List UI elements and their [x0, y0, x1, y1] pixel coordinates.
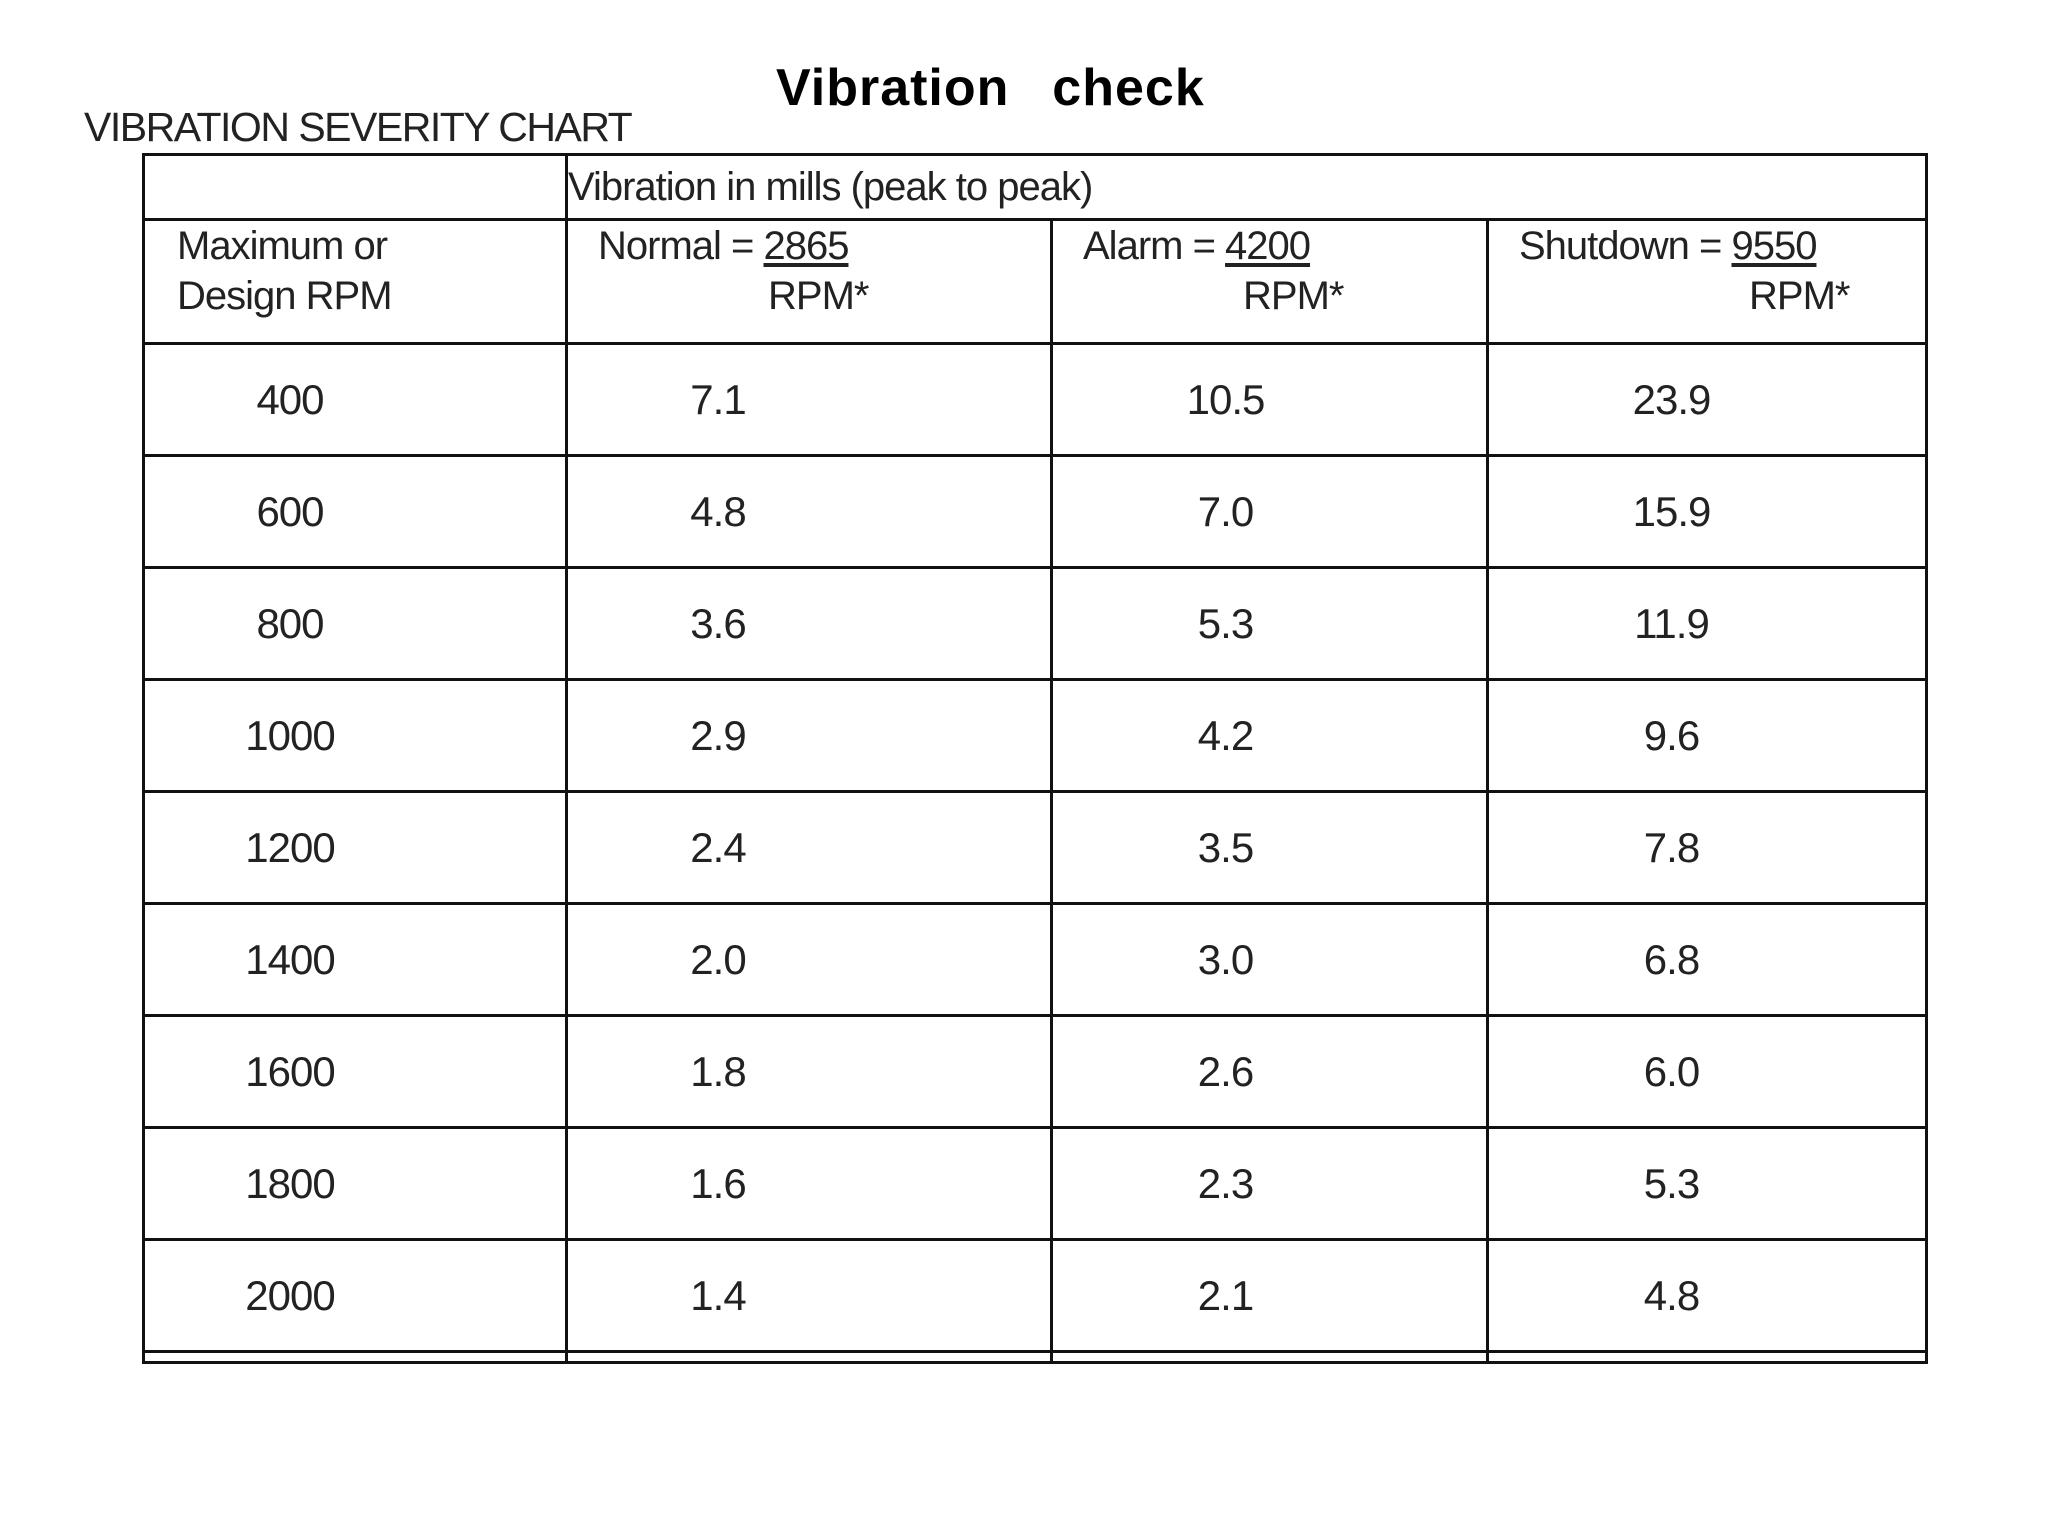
normal-cell: 1.6	[567, 1128, 1052, 1240]
shutdown-cell: 7.8	[1488, 792, 1927, 904]
table-row	[144, 568, 1927, 680]
chart-caption: VIBRATION SEVERITY CHART	[84, 104, 632, 150]
shutdown-cell: 6.8	[1488, 904, 1927, 1016]
alarm-cell: 10.5	[1052, 344, 1488, 456]
shutdown-rpm-unit: RPM*	[1749, 274, 1850, 318]
alarm-cell: 7.0	[1052, 456, 1488, 568]
empty-corner-cell	[144, 155, 567, 220]
vibration-group-header: Vibration in mills (peak to peak)	[567, 155, 1927, 220]
alarm-cell: 3.5	[1052, 792, 1488, 904]
normal-cell: 1.8	[567, 1016, 1052, 1128]
table-bottom-stub-row	[144, 1352, 1927, 1363]
normal-cell: 7.1	[567, 344, 1052, 456]
alarm-cell: 3.0	[1052, 904, 1488, 1016]
rpm-header-line-2: Design RPM	[177, 274, 392, 318]
rpm-cell: 1200	[144, 792, 567, 904]
normal-cell: 2.9	[567, 680, 1052, 792]
table-row	[144, 1016, 1927, 1128]
shutdown-column-header	[1488, 220, 1927, 344]
alarm-cell: 2.6	[1052, 1016, 1488, 1128]
shutdown-cell: 4.8	[1488, 1240, 1927, 1352]
alarm-label: Alarm =	[1083, 224, 1226, 268]
rpm-cell: 400	[144, 344, 567, 456]
alarm-cell: 4.2	[1052, 680, 1488, 792]
rpm-cell: 1600	[144, 1016, 567, 1128]
normal-cell: 2.4	[567, 792, 1052, 904]
normal-rpm-number: 2865	[763, 224, 849, 268]
shutdown-cell: 15.9	[1488, 456, 1927, 568]
alarm-cell: 2.1	[1052, 1240, 1488, 1352]
rpm-cell: 2000	[144, 1240, 567, 1352]
alarm-rpm-unit: RPM*	[1243, 274, 1344, 318]
bottom-stub-cell	[144, 1352, 567, 1363]
table-row	[144, 1128, 1927, 1240]
normal-label: Normal =	[598, 224, 764, 268]
normal-column-header	[567, 220, 1052, 344]
normal-cell: 3.6	[567, 568, 1052, 680]
shutdown-cell: 5.3	[1488, 1128, 1927, 1240]
shutdown-label: Shutdown =	[1519, 224, 1732, 268]
table-row	[144, 680, 1927, 792]
page-title: Vibration check	[776, 59, 1205, 117]
table-row	[144, 904, 1927, 1016]
normal-cell: 1.4	[567, 1240, 1052, 1352]
rpm-cell: 800	[144, 568, 567, 680]
bottom-stub-cell	[1488, 1352, 1927, 1363]
vibration-severity-table	[142, 153, 1928, 1364]
table-row	[144, 1240, 1927, 1352]
group-header-row	[144, 155, 1927, 220]
shutdown-cell: 23.9	[1488, 344, 1927, 456]
shutdown-cell: 9.6	[1488, 680, 1927, 792]
alarm-rpm-number: 4200	[1225, 224, 1311, 268]
table-row	[144, 344, 1927, 456]
normal-cell: 2.0	[567, 904, 1052, 1016]
vibration-severity-table-wrap	[142, 153, 1925, 1364]
column-header-row	[144, 220, 1927, 344]
alarm-cell: 5.3	[1052, 568, 1488, 680]
rpm-cell: 1400	[144, 904, 567, 1016]
rpm-cell: 1800	[144, 1128, 567, 1240]
normal-rpm-unit: RPM*	[768, 274, 869, 318]
alarm-column-header	[1052, 220, 1488, 344]
table-row	[144, 456, 1927, 568]
rpm-header-line-1: Maximum or	[177, 224, 388, 268]
shutdown-cell: 6.0	[1488, 1016, 1927, 1128]
normal-cell: 4.8	[567, 456, 1052, 568]
rpm-column-header	[144, 220, 567, 344]
bottom-stub-cell	[1052, 1352, 1488, 1363]
alarm-cell: 2.3	[1052, 1128, 1488, 1240]
table-row	[144, 792, 1927, 904]
shutdown-cell: 11.9	[1488, 568, 1927, 680]
shutdown-rpm-number: 9550	[1731, 224, 1817, 268]
rpm-cell: 1000	[144, 680, 567, 792]
rpm-cell: 600	[144, 456, 567, 568]
bottom-stub-cell	[567, 1352, 1052, 1363]
